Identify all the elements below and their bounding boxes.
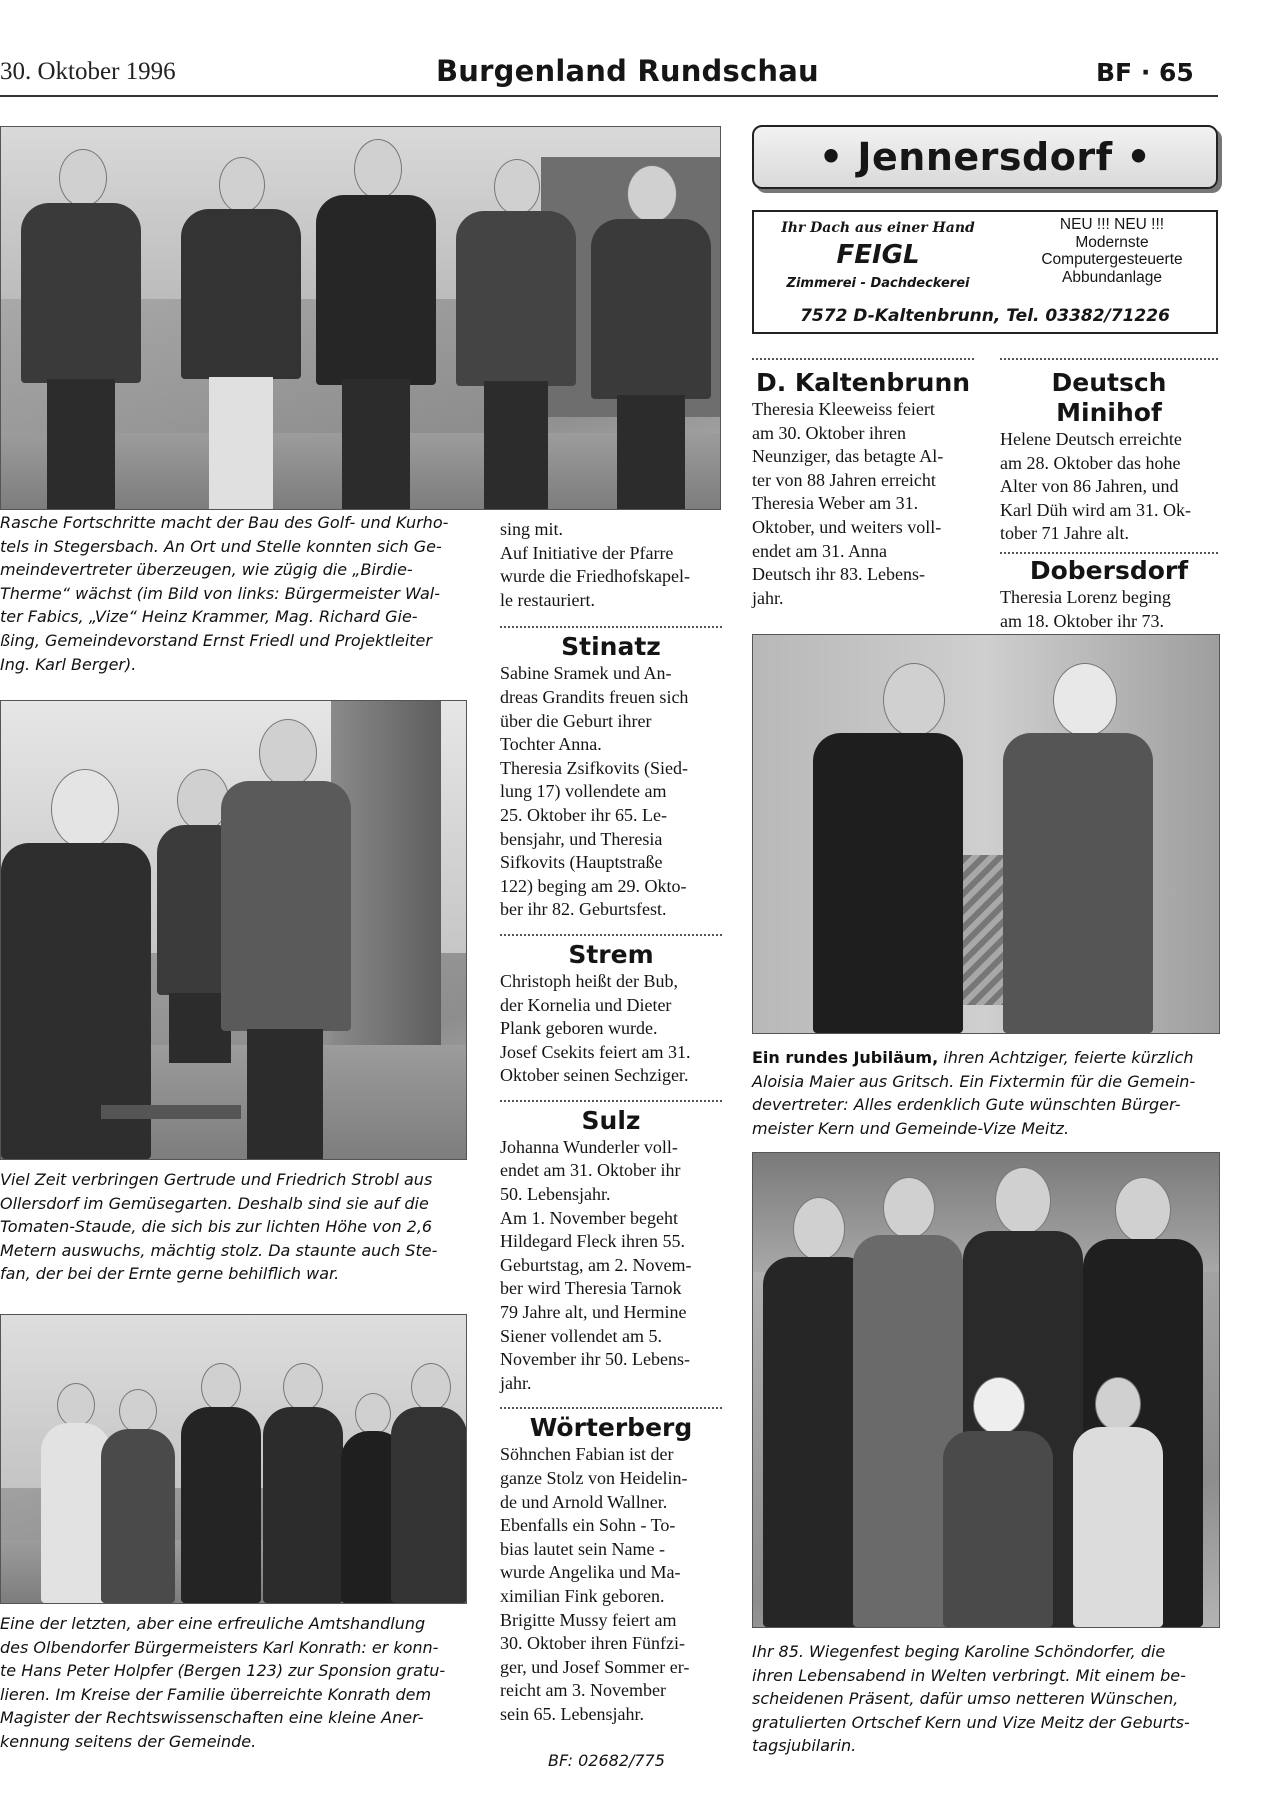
section-text-minihof: Helene Deutsch erreichte am 28. Oktober das hohe Alter von 86 Jahren, und Karl Düh wird am 31. Ok- tober 71 Jahre alt. xyxy=(1000,429,1191,544)
ad-company-name: FEIGL xyxy=(836,240,920,270)
header-rule xyxy=(0,95,1218,97)
caption-golf-hotel: Rasche Fortschritte macht der Bau des Golf- und Kurho- tels in Stegersbach. An Ort und Stelle konnten sich Ge- meindevertreter überzeugen, wie zügig die „Birdie- Therme“ wächst (im Bild von links: Bürgermeister Wal- ter Fabics, „Vize“ Heinz Krammer, Mag. Richard Gie- ßing, Gemeindevorstand Ernst Friedl und Projektleiter Ing. Karl Berger). xyxy=(0,513,449,674)
dotted-separator xyxy=(500,934,722,936)
photo-karoline-schoendorfer xyxy=(752,1152,1220,1628)
section-heading-sulz: Sulz xyxy=(581,1105,641,1135)
caption-aloisia-maier: Ein rundes Jubiläum, ihren Achtziger, feierte kürzlich Aloisia Maier aus Gritsch. Ein Fixtermin für die Gemein- devertreter: Alles erdenklich Gute wünschten Bürger- meister Kern und Gemeinde-Vize Meitz. xyxy=(752,1048,1196,1138)
section-text-sulz: Johanna Wunderler voll- endet am 31. Oktober ihr 50. Lebensjahr. Am 1. November begeht Hildegard Fleck ihren 55. Geburtstag, am 2. Novem- ber wird Theresia Tarnok 79 Jahre alt, und Hermine Siener vollendet am 5. November ihr 50. Lebens- jahr. xyxy=(500,1136,692,1393)
section-text-stinatz: Sabine Sramek und An- dreas Grandits freuen sich über die Geburt ihrer Tochter Anna. Theresia Zsifkovits (Sied- lung 17) vollendete am 25. Oktober ihr 65. Le- bensjahr, und Theresia Sifkovits (Hauptstraße 122) beging am 29. Okto- ber ihr 82. Geburtsfest. xyxy=(500,663,689,920)
dotted-separator xyxy=(1000,358,1218,360)
caption-sponsion: Eine der letzten, aber eine erfreuliche Amtshandlung des Olbendorfer Bürgermeisters Karl Konrath: er konn- te Hans Peter Holpfer (Bergen 123) zur Sponsion gratu- lieren. Im Kreise der Familie überreichte Konrath dem Magister der Rechtswissenschaften eine kleine Aner- kennung seitens der Gemeinde. xyxy=(0,1614,446,1751)
section-heading-strem: Strem xyxy=(568,939,654,969)
banner-text: • Jennersdorf • xyxy=(818,135,1152,179)
dotted-separator xyxy=(752,358,974,360)
intro-text: sing mit. Auf Initiative der Pfarre wurde die Friedhofskapel- le restauriert. xyxy=(500,519,690,610)
ad-promo-text: NEU !!! NEU !!! Modernste Computergesteuerte Abbundanlage xyxy=(1041,216,1183,286)
section-banner-jennersdorf xyxy=(752,125,1218,189)
section-heading-stinatz: Stinatz xyxy=(561,632,661,662)
middle-column xyxy=(500,518,722,1772)
section-text-kaltenbrunn: Theresia Kleeweiss feiert am 30. Oktober ihren Neunziger, das betagte Al- ter von 88 Jahren erreicht Theresia Weber am 31. Oktober, und weiters voll- endet am 31. Anna Deutsch ihr 83. Lebens- jahr. xyxy=(752,399,944,608)
section-text-strem: Christoph heißt der Bub, der Kornelia und Dieter Plank geboren wurde. Josef Csekits feiert am 31. Oktober seinen Sechziger. xyxy=(500,970,691,1086)
caption-karoline-schoendorfer: Ihr 85. Wiegenfest beging Karoline Schöndorfer, die ihren Lebensabend in Welten verbringt. Mit einem be- scheidenen Präsent, dafür umso netteren Wünschen, gratulierten Ortschef Kern und Vize Meitz der Geburts- tagsjubilarin. xyxy=(752,1642,1190,1756)
photo-sponsion xyxy=(0,1314,467,1604)
dotted-separator xyxy=(1000,552,1218,554)
section-text-woerterberg: Söhnchen Fabian ist der ganze Stolz von Heidelin- de und Arnold Wallner. Ebenfalls ein Sohn - To- bias lautet sein Name - wurde Angelika und Ma- ximilian Fink geboren. Brigitte Mussy feiert am 30. Oktober ihren Fünfzi- ger, und Josef Sommer er- reicht am 3. November sein 65. Lebensjahr. xyxy=(500,1444,690,1724)
caption-tomato-garden: Viel Zeit verbringen Gertrude und Friedrich Strobl aus Ollersdorf im Gemüsegarten. Deshalb sind sie auf die Tomaten-Staude, die sich bis zur lichten Höhe von 2,6 Metern auswuchs, mächtig stolz. Da staunte auch Ste- fan, der bei der Ernte gerne behilflich war. xyxy=(0,1170,438,1284)
photo-golf-hotel-group xyxy=(0,126,721,510)
column-minihof xyxy=(1000,368,1218,633)
advertisement-feigl xyxy=(752,210,1218,334)
section-heading-dobersdorf: Dobersdorf xyxy=(1029,555,1189,585)
section-text-dobersdorf: Theresia Lorenz beging am 18. Oktober ihr 73. xyxy=(1000,586,1171,631)
dotted-separator xyxy=(500,1407,722,1409)
newspaper-title: Burgenland Rundschau xyxy=(436,54,819,88)
page-number: BF · 65 xyxy=(1096,58,1194,87)
contact-phone: BF: 02682/775 xyxy=(548,1750,665,1770)
photo-tomato-garden xyxy=(0,700,467,1160)
ad-trade: Zimmerei - Dachdeckerei xyxy=(786,276,970,291)
dotted-separator xyxy=(500,1100,722,1102)
ad-slogan: Ihr Dach aus einer Hand xyxy=(781,220,975,236)
column-kaltenbrunn xyxy=(752,368,974,610)
photo-aloisia-maier-jubilee xyxy=(752,634,1220,1034)
dotted-separator xyxy=(500,626,722,628)
section-heading-minihof: Deutsch Minihof xyxy=(1051,368,1167,427)
section-heading-kaltenbrunn: D. Kaltenbrunn xyxy=(755,368,971,397)
section-heading-woerterberg: Wörterberg xyxy=(529,1413,693,1443)
issue-date: 30. Oktober 1996 xyxy=(0,58,176,85)
ad-address: 7572 D-Kaltenbrunn, Tel. 03382/71226 xyxy=(800,306,1170,326)
